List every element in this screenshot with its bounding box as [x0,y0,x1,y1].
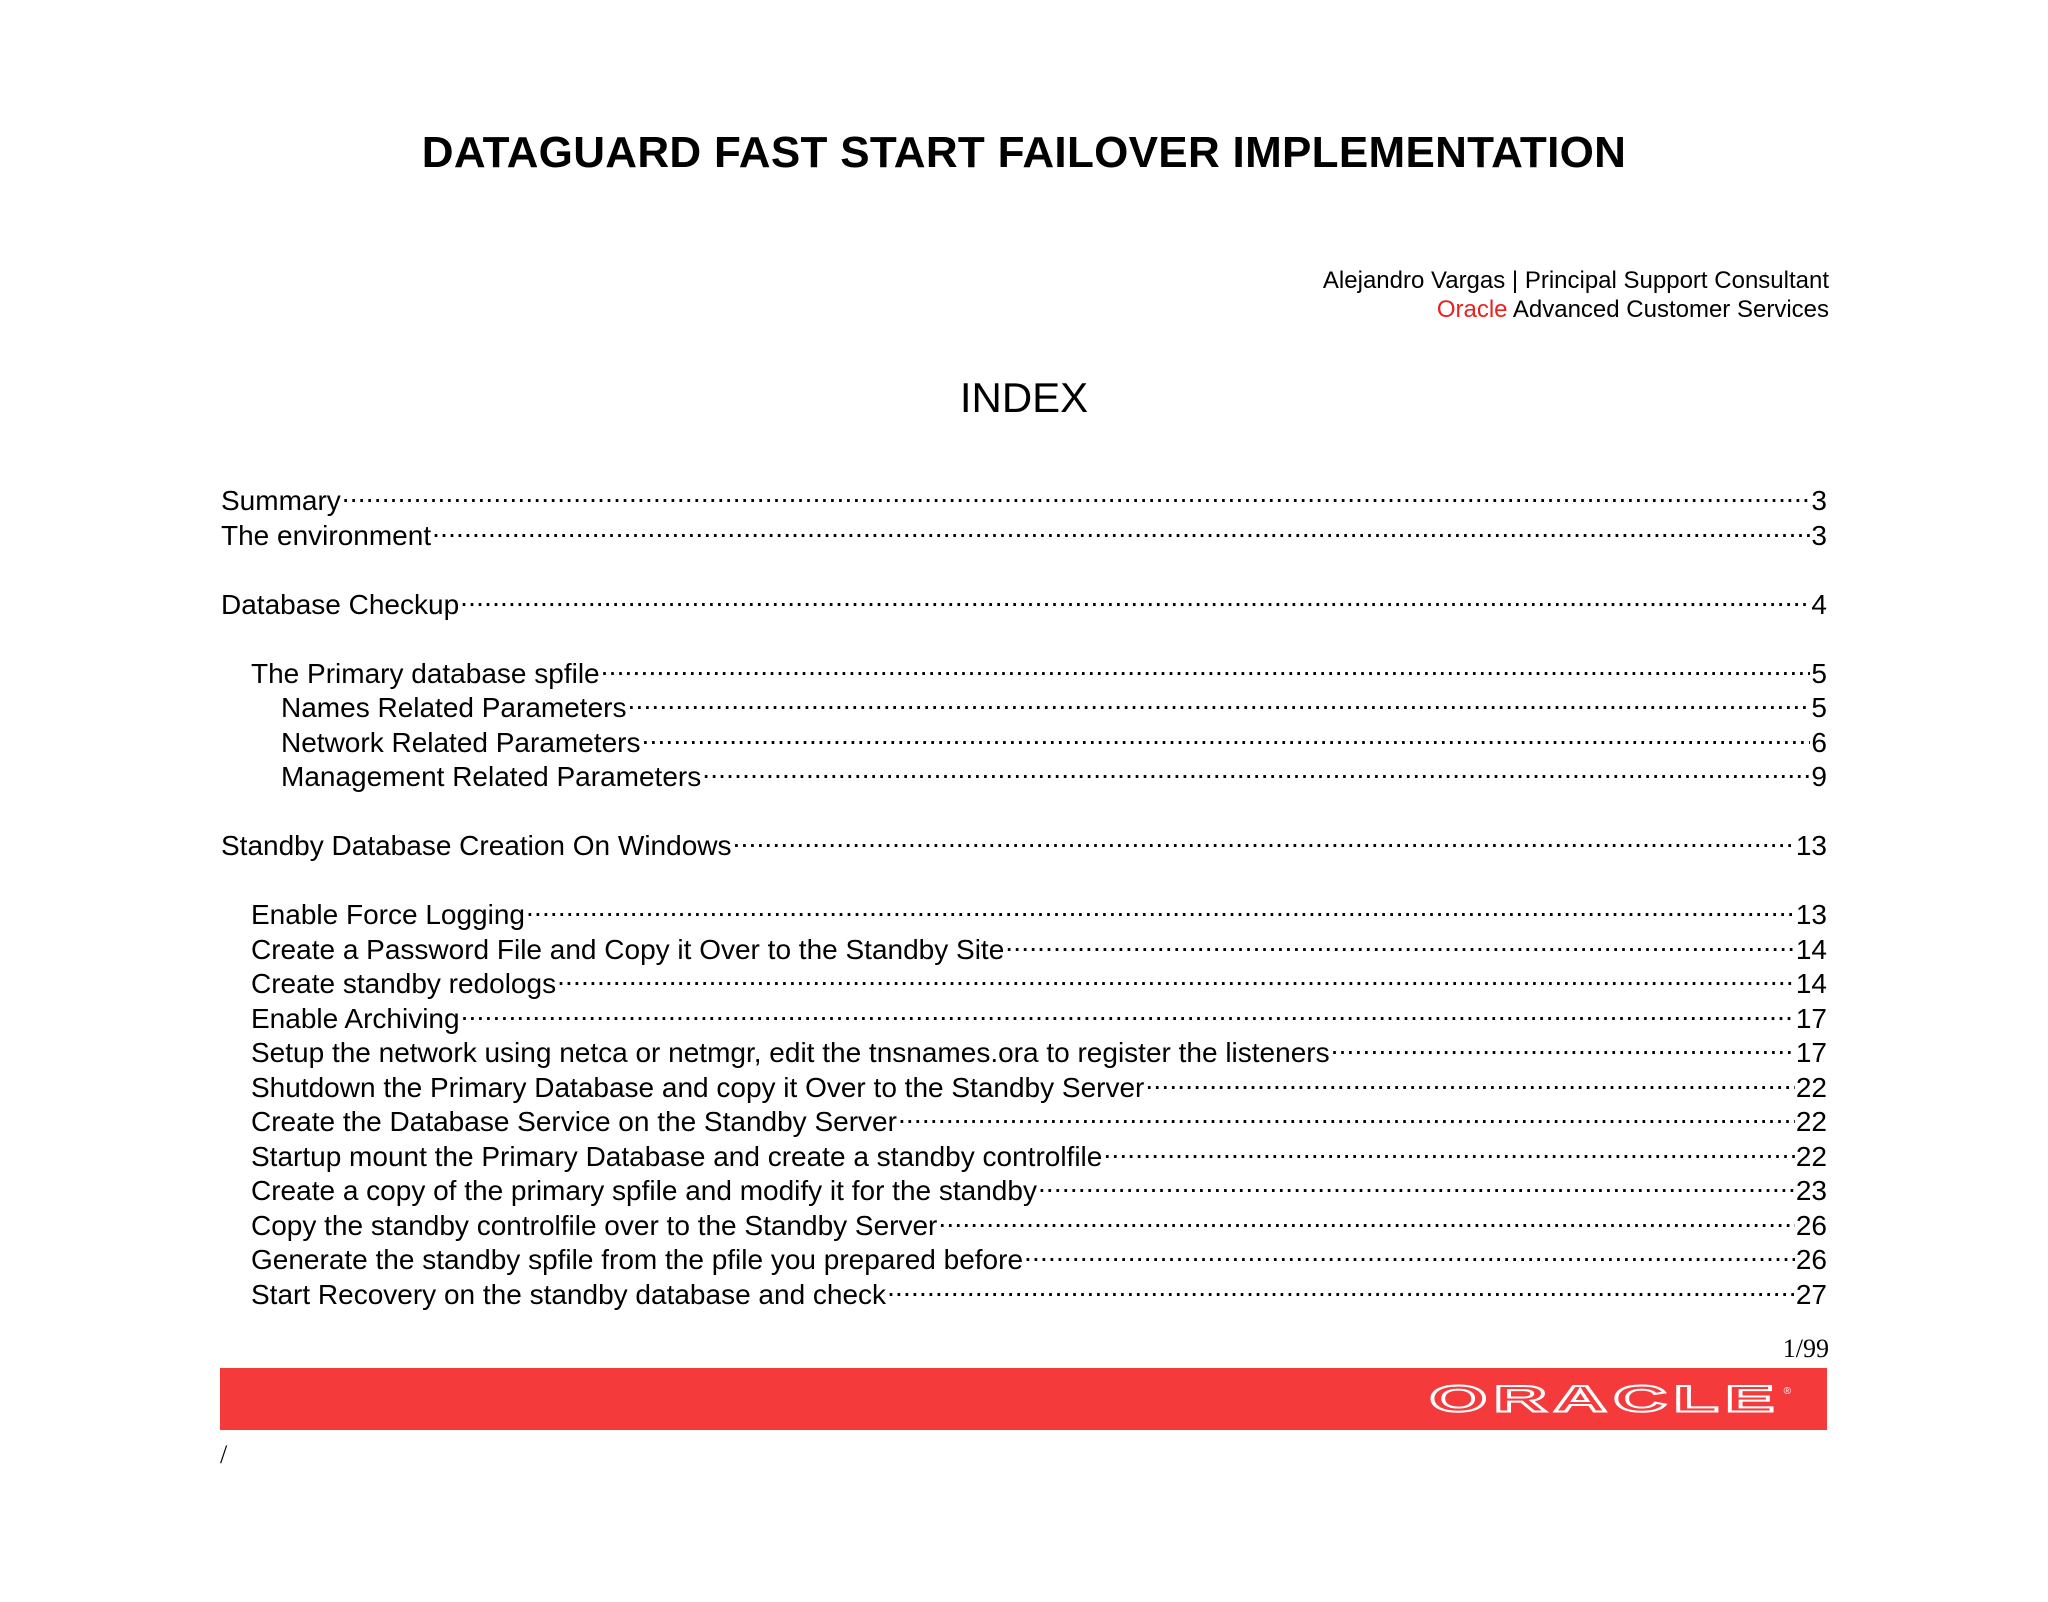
toc-dot-leader [938,1201,1794,1235]
toc-entry-title: Create a copy of the primary spfile and modify it for the standby [251,1175,1037,1206]
toc-entry-title: Create the Database Service on the Standby Server [251,1106,897,1137]
toc-entry-page: 3 [1811,485,1827,516]
organization-name: Advanced Customer Services [1507,296,1829,323]
toc-entry[interactable] [221,580,1827,620]
toc-dot-leader [641,718,1810,752]
toc-entry-title: Network Related Parameters [281,726,641,758]
toc-entry-page: 13 [1795,899,1827,930]
toc-entry-title: Enable Force Logging [251,899,525,930]
toc-entry-page: 22 [1795,1071,1827,1103]
toc-entry[interactable] [251,925,1827,965]
toc-dot-leader [1024,1235,1795,1269]
toc-entry[interactable] [221,511,1827,551]
toc-dot-leader [1145,1063,1794,1097]
toc-dot-leader [733,821,1795,855]
toc-entry-page: 22 [1795,1140,1827,1172]
toc-entry-page: 13 [1795,830,1827,861]
toc-dot-leader [1103,1132,1794,1166]
toc-dot-leader [627,683,1810,717]
toc-entry-title: Database Checkup [221,588,460,620]
toc-entry[interactable] [281,752,1827,792]
oracle-logo [1429,1376,1791,1422]
footer-brand-bar [220,1368,1827,1430]
toc-entry[interactable] [251,890,1827,930]
toc-entry-title: Shutdown the Primary Database and copy it Over to the Standby Server [251,1071,1145,1103]
toc-entry-title: Generate the standby spfile from the pfile you prepared before [251,1244,1024,1275]
registered-mark: ® [1783,1386,1791,1397]
toc-entry-title: The Primary database spfile [251,657,600,689]
oracle-logo-text: ORACLE [1429,1378,1781,1420]
toc-entry-title: Copy the standby controlfile over to the Standby Server [251,1209,938,1241]
document-title: DATAGUARD FAST START FAILOVER IMPLEMENTATION [421,128,1627,177]
footer-slash: / [220,1440,228,1469]
toc-entry-page: 4 [1811,588,1827,620]
organization-line [1323,295,1829,324]
toc-entry-page: 14 [1795,968,1827,999]
toc-entry-page: 26 [1795,1244,1827,1275]
toc-entry[interactable] [251,1201,1827,1241]
toc-entry-page: 6 [1811,726,1827,758]
toc-entry-page: 5 [1811,692,1827,723]
toc-entry[interactable] [251,1063,1827,1103]
toc-dot-leader [1005,925,1795,959]
toc-entry[interactable] [251,1270,1827,1310]
toc-entry-page: 3 [1811,519,1827,551]
toc-entry-title: Enable Archiving [251,1002,460,1034]
toc-entry-page: 9 [1811,761,1827,792]
toc-entry-page: 14 [1795,933,1827,965]
toc-dot-leader [432,511,1810,545]
toc-entry[interactable] [221,476,1827,516]
toc-entry-page: 17 [1795,1002,1827,1034]
toc-entry-title: Summary [221,485,341,516]
toc-entry[interactable] [281,683,1827,723]
toc-entry-title: Startup mount the Primary Database and create a standby controlfile [251,1140,1103,1172]
toc-dot-leader [342,476,1811,510]
toc-dot-leader [1331,1028,1795,1062]
toc-dot-leader [557,959,1795,993]
index-heading: INDEX [959,374,1089,421]
toc-dot-leader [702,752,1810,786]
toc-entry-page: 27 [1795,1278,1827,1310]
toc-entry[interactable] [251,1235,1827,1275]
toc-entry[interactable] [251,1166,1827,1206]
toc-entry-title: Management Related Parameters [281,761,702,792]
toc-entry[interactable] [251,959,1827,999]
toc-entry-title: Create a Password File and Copy it Over to the Standby Site [251,933,1005,965]
toc-entry-title: The environment [221,519,432,551]
toc-entry-page: 17 [1795,1037,1827,1068]
toc-entry[interactable] [251,1132,1827,1172]
toc-entry[interactable] [251,994,1827,1034]
toc-entry-title: Names Related Parameters [281,692,627,723]
toc-dot-leader [1038,1166,1795,1200]
toc-dot-leader [887,1270,1795,1304]
toc-dot-leader [526,890,1795,924]
toc-entry-title: Start Recovery on the standby database and check [251,1278,887,1310]
author-line: Alejandro Vargas | Principal Support Consultant [1322,267,1829,294]
toc-entry[interactable] [251,1028,1827,1068]
author-block [1323,266,1829,324]
organization-brand: Oracle [1436,296,1508,323]
toc-entry-page: 22 [1795,1106,1827,1137]
toc-entry[interactable] [251,1097,1827,1137]
toc-dot-leader [460,580,1810,614]
toc-entry-page: 5 [1811,657,1827,689]
toc-dot-leader [898,1097,1795,1131]
toc-entry[interactable] [251,649,1827,689]
toc-entry-title: Setup the network using netca or netmgr, edit the tnsnames.ora to register the listeners [251,1037,1330,1068]
toc-entry-title: Create standby redologs [251,968,557,999]
page-number: 1/99 [1782,1334,1829,1363]
toc-entry-page: 23 [1795,1175,1827,1206]
toc-entry[interactable] [281,718,1827,758]
toc-entry-page: 26 [1795,1209,1827,1241]
toc-dot-leader [461,994,1795,1028]
toc-dot-leader [601,649,1811,683]
toc-entry-title: Standby Database Creation On Windows [221,830,732,861]
toc-entry[interactable] [221,821,1827,861]
